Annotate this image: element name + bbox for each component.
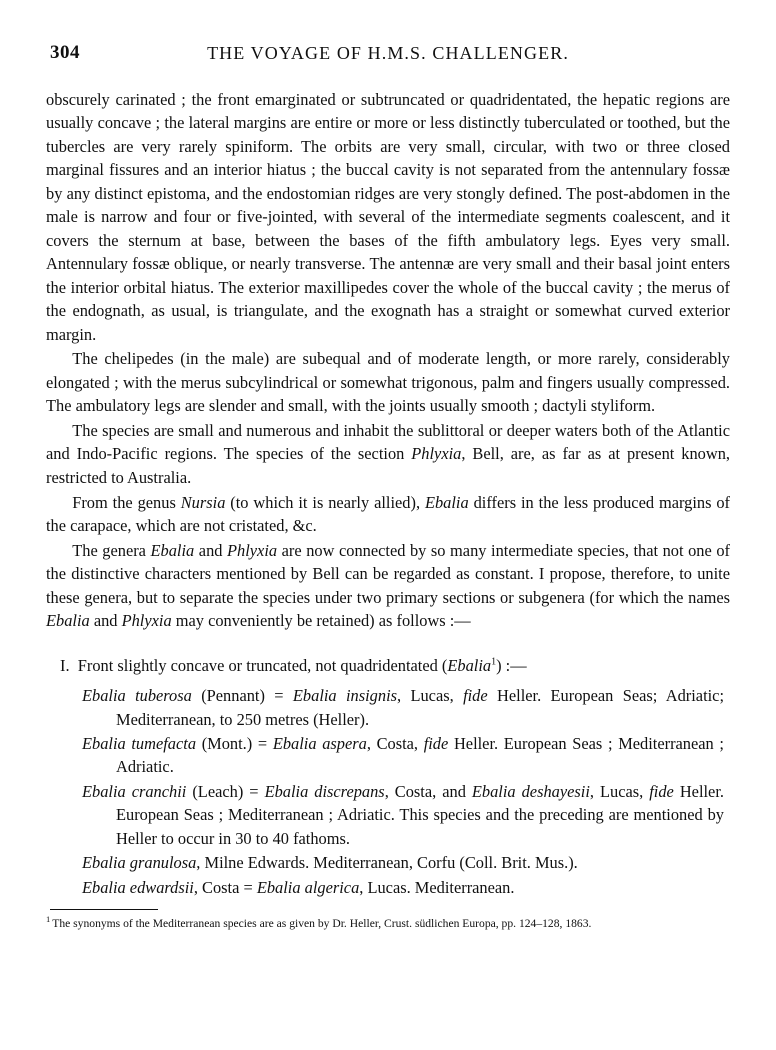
species-connector: (Pennant) = — [191, 686, 293, 706]
page-number: 304 — [50, 42, 80, 63]
species-synonym: Ebalia insignis — [292, 686, 397, 706]
species-synonym-2: Ebalia deshayesii — [471, 781, 590, 801]
list-item — [82, 876, 730, 899]
list-item — [82, 780, 730, 850]
list-item-roman-i — [60, 654, 730, 677]
footnote-reference: 1 — [491, 656, 497, 668]
species-tail: Heller. European Seas ; Mediterranean ; Adriatic. — [116, 733, 724, 777]
list-item — [82, 684, 730, 731]
species-name: Ebalia granulosa — [82, 853, 197, 873]
fide-marker: fide — [649, 781, 674, 801]
species-name: Ebalia tuberosa — [82, 686, 192, 706]
paragraph-4 — [46, 491, 730, 538]
species-tail: Heller. European Seas ; Mediterranean ; Adriatic. This species and the preceding are mentioned by Heller to occur in 30 to 40 fathoms. — [116, 781, 724, 848]
paragraph-3-suffix: , Bell, are, as far as at present known, restricted to Australia. — [46, 444, 730, 487]
taxon-ebalia-2: Ebalia — [150, 540, 195, 560]
footnote-mark: 1 — [46, 914, 51, 925]
species-name: Ebalia edwardsii — [82, 877, 194, 897]
paragraph-1: obscurely carinated ; the front emarginated or subtruncated or quadridentated, the hepatic regions are usually concave ; the lateral margins are entire or more or less distinctly tuberculated or toothed, but the tubercles are very rarely spiniform. The orbits are very small, circular, with two or three closed marginal fissures and an interior hiatus ; the buccal cavity is not separated from the antennulary fossæ by any distinct epistoma, and the endostomian ridges are very stongly defined. The post-abdomen in the male is narrow and four or five-jointed, with several of the intermediate segments coalescent, and it covers the sternum at base, between the bases of the fifth ambulatory legs. Eyes very small. Antennulary fossæ oblique, or nearly transverse. The antennæ are very small and their basal joint enters the interior orbital hiatus. The exterior maxillipedes cover the whole of the buccal cavity ; the merus of the endognath, as usual, is triangulate, and the exognath has a straight or somewhat curved exterior margin. — [46, 90, 730, 344]
taxon-nursia: Nursia — [180, 492, 226, 512]
taxon-ebalia-heading: Ebalia — [447, 655, 492, 675]
paragraph-4-prefix: From the genus — [72, 492, 181, 512]
species-synonym: Ebalia algerica — [256, 877, 360, 897]
taxon-ebalia: Ebalia — [424, 492, 469, 512]
paragraph-5-mid-2: are now connected by so many intermediate species, that not one of the distinctive characters mentioned by Bell can be regarded as constant. I propose, therefore, to unite these genera, but to separate the species under two primary sections or subgenera (for which the names — [46, 540, 730, 607]
species-tail: , Lucas. Mediterranean. — [359, 877, 515, 897]
species-connector: , Costa = — [193, 877, 257, 897]
footnote-text: The synonyms of the Mediterranean species are as given by Dr. Heller, Crust. südlichen Europa, pp. 124–128, 1863. — [52, 917, 592, 930]
species-connector: (Leach) = — [186, 781, 265, 801]
page-header — [46, 40, 730, 74]
paragraph-5-mid-3: and — [89, 611, 122, 631]
species-connector: (Mont.) = — [196, 733, 273, 753]
species-rest: , Lucas, — [397, 686, 464, 706]
roman-numeral: I. — [60, 655, 70, 675]
species-rest-2: , Lucas, — [589, 781, 650, 801]
paragraph-5 — [46, 539, 730, 633]
species-name: Ebalia cranchii — [82, 781, 187, 801]
paragraph-4-suffix: differs in the less produced margins of the carapace, which are not cristated, &c. — [46, 492, 731, 536]
roman-text-suffix: ) :— — [496, 655, 527, 675]
roman-text-prefix: Front slightly concave or truncated, not quadridentated ( — [77, 655, 448, 675]
taxon-phlyxia-3: Phlyxia — [121, 611, 172, 631]
taxon-ebalia-3: Ebalia — [46, 611, 90, 631]
species-synonym: Ebalia aspera — [272, 733, 367, 753]
paragraph-5-mid-1: and — [194, 540, 228, 560]
species-list — [46, 654, 730, 900]
species-rest: , Costa, and — [384, 781, 472, 801]
paragraph-3 — [46, 419, 730, 489]
list-item — [82, 851, 730, 874]
taxon-phlyxia-2: Phlyxia — [227, 540, 278, 560]
taxon-phlyxia: Phlyxia — [411, 444, 462, 464]
paragraph-2: The chelipedes (in the male) are subequal and of moderate length, or more rarely, considerably elongated ; with the merus subcylindrical or somewhat trigonous, palm and fingers usually compressed. The ambulatory legs are slender and small, with the joints usually smooth ; dactyli styliform. — [46, 349, 730, 416]
species-tail: Heller. European Seas; Adriatic; Mediterranean, to 250 metres (Heller). — [116, 686, 725, 729]
species-tail: , Milne Edwards. Mediterranean, Corfu (Coll. Brit. Mus.). — [196, 853, 578, 873]
species-synonym: Ebalia discrepans — [264, 781, 385, 801]
footnote — [46, 914, 730, 932]
paragraph-3-prefix: The species are small and numerous and inhabit the sublittoral or deeper waters both of the Atlantic and Indo-Pacific regions. The species of the section — [46, 420, 730, 464]
fide-marker: fide — [463, 686, 488, 706]
paragraph-5-prefix: The genera — [72, 540, 151, 560]
fide-marker: fide — [423, 733, 449, 753]
page-body — [46, 88, 730, 932]
paragraph-4-mid: (to which it is nearly allied), — [225, 492, 425, 512]
species-name: Ebalia tumefacta — [82, 733, 197, 753]
footnote-divider — [50, 909, 158, 910]
running-title: THE VOYAGE OF H.M.S. CHALLENGER. — [207, 43, 569, 63]
species-rest: , Costa, — [366, 733, 424, 753]
list-item — [82, 732, 730, 779]
paragraph-5-suffix: may conveniently be retained) as follows :— — [171, 611, 471, 631]
